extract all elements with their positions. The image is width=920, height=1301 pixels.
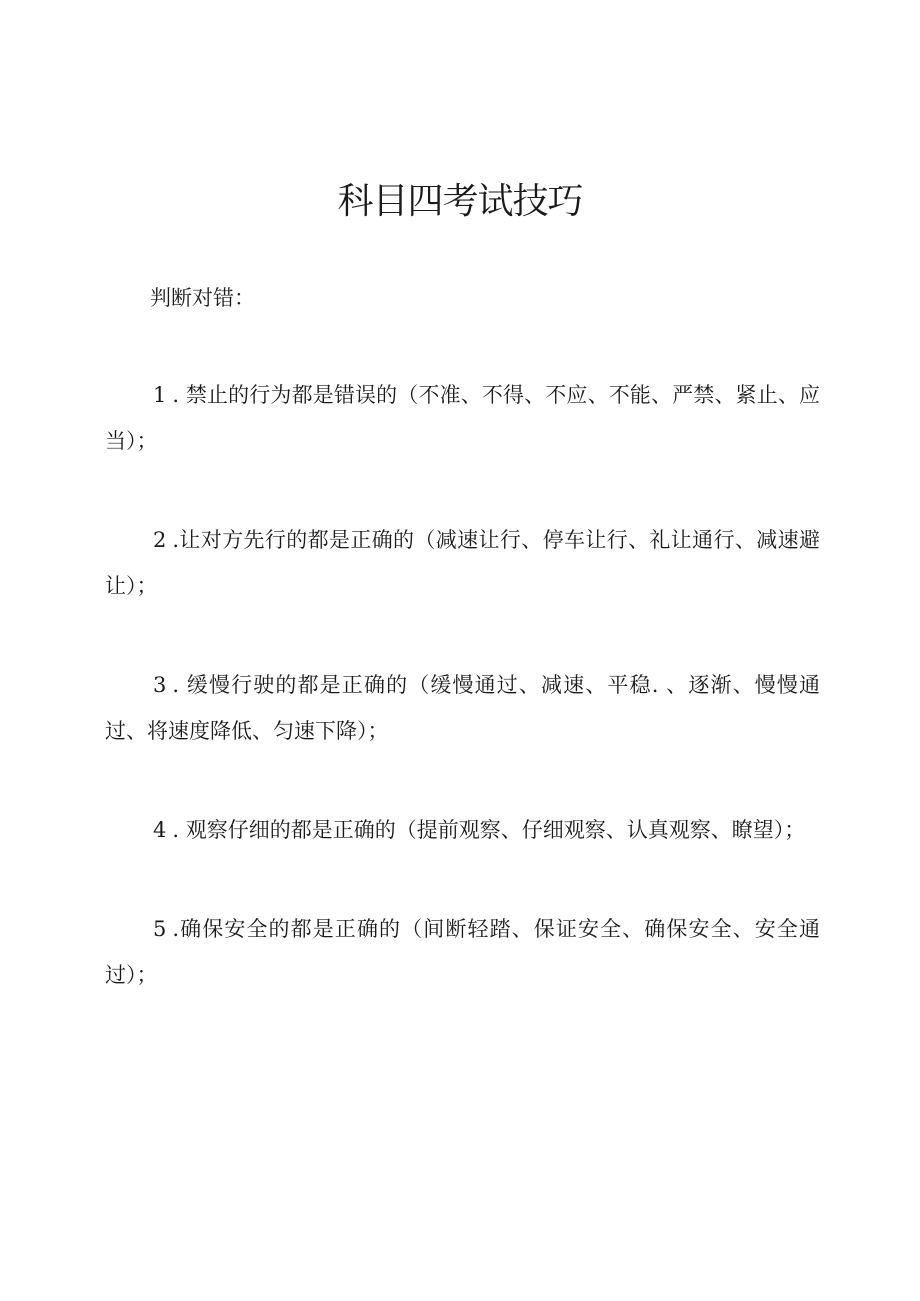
item-text: .确保安全的都是正确的（间断轻踏、保证安全、确保安全、安全通过）； [105, 917, 820, 987]
item-text: .让对方先行的都是正确的（减速让行、停车让行、礼让通行、减速避让）； [105, 528, 820, 598]
list-item [105, 662, 820, 754]
list-item [105, 517, 820, 609]
item-text: . 缓慢行驶的都是正确的（缓慢通过、减速、平稳. 、逐渐、慢慢通过、将速度降低、匀速下降）； [105, 673, 820, 743]
list-item [105, 906, 820, 998]
item-number: 1 [153, 383, 167, 407]
item-text: . 观察仔细的都是正确的（提前观察、仔细观察、认真观察、瞭望）； [172, 818, 806, 842]
item-number: 2 [153, 528, 167, 552]
intro-label: 判断对错： [150, 286, 255, 310]
page-title: 科目四考试技巧 [337, 181, 583, 222]
list-item [105, 372, 820, 464]
item-number: 4 [153, 818, 167, 842]
list-item [105, 807, 820, 853]
tips-list [105, 372, 820, 1051]
item-number: 5 [153, 917, 167, 941]
item-text: . 禁止的行为都是错误的（不准、不得、不应、不能、严禁、紧止、应当）； [105, 383, 820, 453]
item-number: 3 [153, 673, 167, 697]
